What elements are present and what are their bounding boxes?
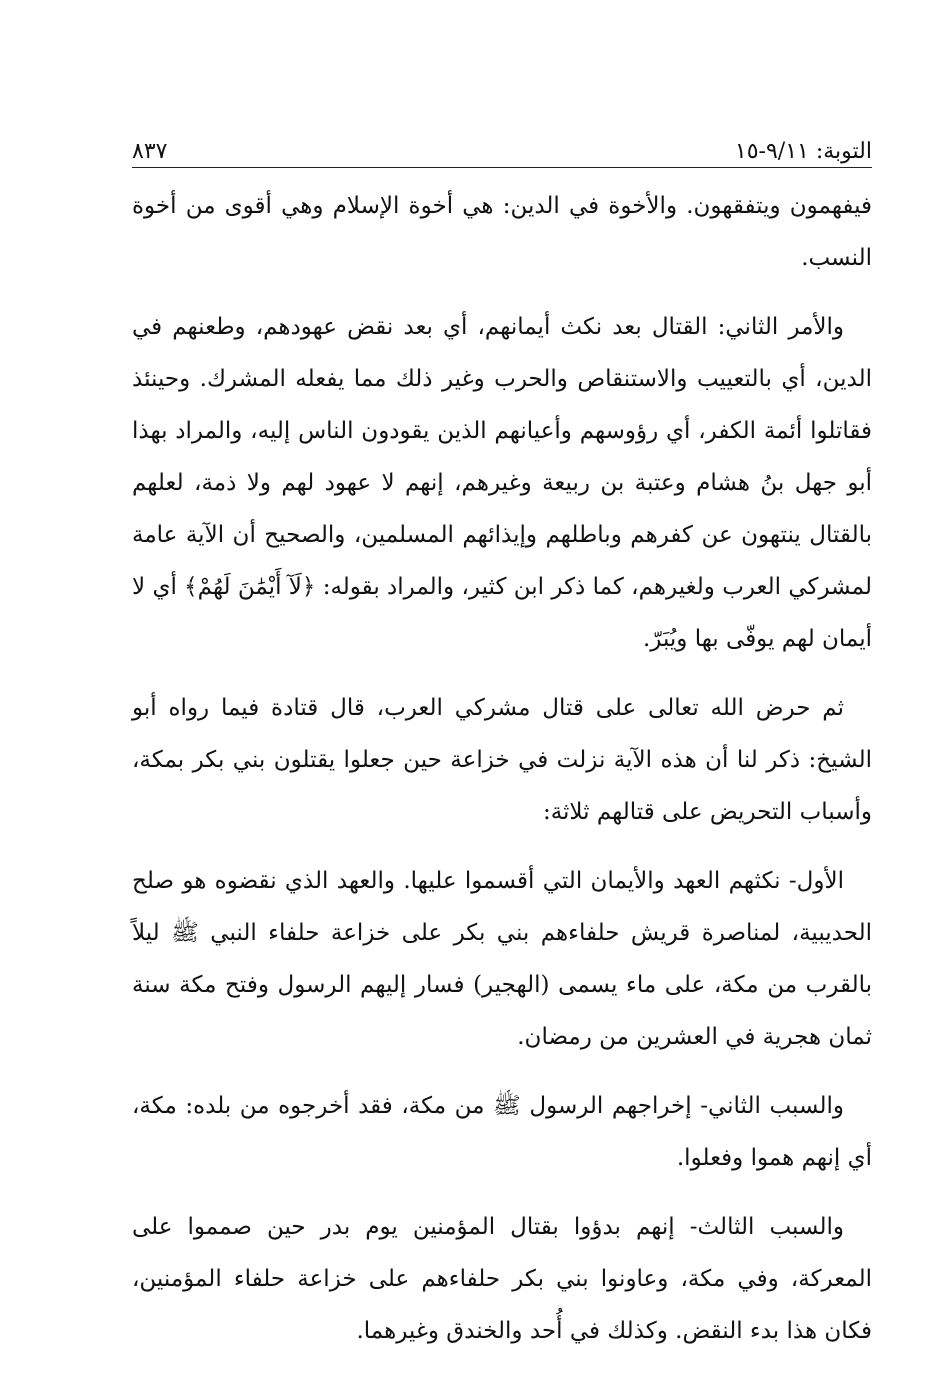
header-divider	[132, 167, 872, 168]
paragraph-continuation: فيفهمون ويتفقهون. والأخوة في الدين: هي أخوة الإسلام وهي أقوى من أخوة النسب.	[132, 193, 872, 271]
paragraph-second-reason: والسبب الثاني- إخراجهم الرسول ﷺ من مكة، فقد أخرجوه من بلده: مكة، أي إنهم هموا وفعلوا.	[132, 1093, 872, 1171]
paragraph-incitement: ثم حرض الله تعالى على قتال مشركي العرب، قال قتادة فيما رواه أبو الشيخ: ذكر لنا أن هذه الآية نزلت في خزاعة حين جعلوا يقتلون بني بكر بمكة، وأسباب التحريض على قتالهم ثلاثة:	[132, 695, 872, 825]
paragraph-third-reason: والسبب الثالث- إنهم بدؤوا بقتال المؤمنين يوم بدر حين صمموا على المعركة، وفي مكة، وعاونوا بني بكر حلفاءهم على خزاعة حلفاء المؤمنين، فكان هذا بدء النقض. وكذلك في أُحد والخندق وغيرهما.	[132, 1214, 872, 1344]
page-number: ٨٣٧	[132, 139, 168, 164]
paragraph-first-reason: الأول- نكثهم العهد والأيمان التي أقسموا عليها. والعهد الذي نقضوه هو صلح الحديبية، لمناصرة قريش حلفاءهم بني بكر على خزاعة حلفاء النبي ﷺ ليلاً بالقرب من مكة، على ماء يسمى (الهجير) فسار إليهم الرسول وفتح مكة سنة ثمان هجرية في العشرين من رمضان.	[132, 868, 872, 1050]
paragraph-second-matter: والأمر الثاني: القتال بعد نكث أيمانهم، أي بعد نقض عهودهم، وطعنهم في الدين، أي بالتعييب والاستنقاص والحرب وغير ذلك مما يفعله المشرك. وحينئذ فقاتلوا أئمة الكفر، أي رؤوسهم وأعيانهم الذين يقودون الناس إليه، والمراد بهذا أبو جهل بنُ هشام وعتبة بن ربيعة وغيرهم، إنهم لا عهود لهم ولا ذمة، لعلهم بالقتال ينتهون عن كفرهم وباطلهم وإيذائهم المسلمين، والصحيح أن الآية عامة لمشركي العرب ولغيرهم، كما ذكر ابن كثير، والمراد بقوله: ﴿لَآ أَيْمَٰنَ لَهُمْ﴾ أي لا أيمان لهم يوفّى بها ويُبَرّ.	[132, 314, 872, 652]
page-header	[132, 120, 872, 164]
page-body	[132, 180, 872, 1374]
surah-reference: التوبة: ٩/١١-١٥	[734, 139, 872, 164]
